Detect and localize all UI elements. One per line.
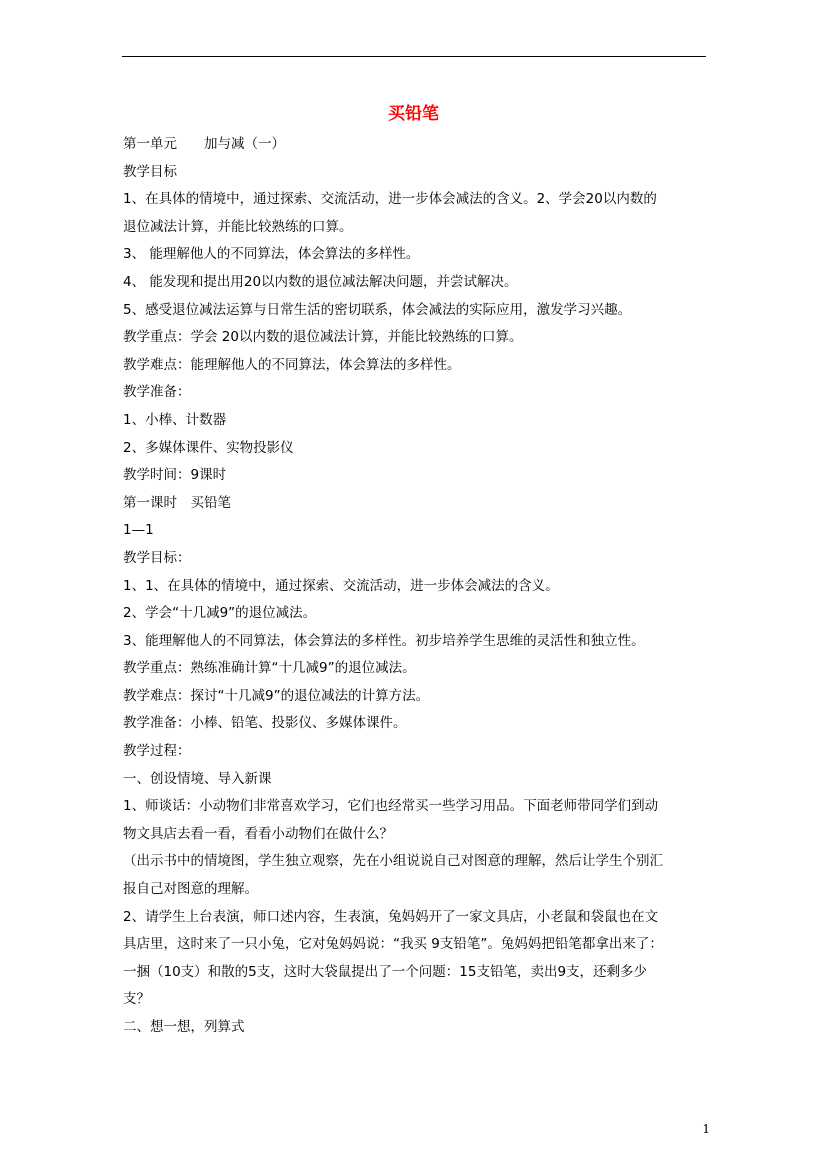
document-title: 买铅笔 xyxy=(388,104,439,124)
text-line: 1—1 xyxy=(123,522,154,539)
text-line: 教学目标 xyxy=(123,163,177,180)
text-line: 教学准备：小棒、铅笔、投影仪、多媒体课件。 xyxy=(123,715,407,732)
text-line: 3、能理解他人的不同算法，体会算法的多样性。初步培养学生思维的灵活性和独立性。 xyxy=(123,632,645,649)
text-line: 5、感受退位减法运算与日常生活的密切联系，体会减法的实际应用，激发学习兴趣。 xyxy=(123,301,632,318)
text-line: 教学重点：学会 20以内数的退位减法计算，并能比较熟练的口算。 xyxy=(123,329,523,346)
page-number: 1 xyxy=(702,1122,710,1136)
text-line: 退位减法计算，并能比较熟练的口算。 xyxy=(123,218,353,235)
text-line: 1、在具体的情境中，通过探索、交流活动，进一步体会减法的含义。2、学会20以内数的 xyxy=(123,191,657,208)
text-line: 物文具店去看一看，看看小动物们在做什么？ xyxy=(123,825,393,842)
text-line: 4、 能发现和提出用20以内数的退位减法解决问题，并尝试解决。 xyxy=(123,273,518,290)
text-line: 一、创设情境、导入新课 xyxy=(123,770,272,787)
text-line: 2、多媒体课件、实物投影仪 xyxy=(123,439,294,456)
text-line: 3、 能理解他人的不同算法，体会算法的多样性。 xyxy=(123,246,420,263)
text-line: 教学难点：探讨“十几减9”的退位减法的计算方法。 xyxy=(123,687,430,704)
text-line: （出示书中的情境图，学生独立观察，先在小组说说自己对图意的理解，然后让学生个别汇 xyxy=(123,853,663,870)
text-line: 第一单元 加与减（一） xyxy=(123,136,285,152)
text-line: 1、1、在具体的情境中，通过探索、交流活动，进一步体会减法的含义。 xyxy=(123,577,559,594)
document-body xyxy=(123,131,709,1042)
text-line: 支？ xyxy=(123,991,150,1008)
text-line: 2、请学生上台表演，师口述内容，生表演，兔妈妈开了一家文具店，小老鼠和袋鼠也在文 xyxy=(123,908,659,925)
text-line: 教学难点：能理解他人的不同算法，体会算法的多样性。 xyxy=(123,356,461,373)
text-line: 1、师谈话：小动物们非常喜欢学习，它们也经常买一些学习用品。下面老师带同学们到动 xyxy=(123,798,659,815)
text-line: 报自己对图意的理解。 xyxy=(123,881,258,898)
text-line: 教学准备： xyxy=(123,384,191,401)
text-line: 第一课时 买铅笔 xyxy=(123,494,231,511)
text-line: 一捆（10支）和散的5支，这时大袋鼠提出了一个问题：15支铅笔，卖出9支，还剩多少 xyxy=(123,963,648,980)
text-line: 具店里，这时来了一只小兔，它对兔妈妈说：“我买 9支铅笔”。兔妈妈把铅笔都拿出来了： xyxy=(123,936,663,953)
text-line: 2、学会“十几减9”的退位减法。 xyxy=(123,605,317,622)
text-line: 教学时间：9课时 xyxy=(123,467,227,484)
text-line: 教学重点：熟练准确计算“十几减9”的退位减法。 xyxy=(123,660,416,677)
text-line: 1、小棒、计数器 xyxy=(123,411,227,428)
header-rule xyxy=(122,56,706,57)
text-line: 二、想一想，列算式 xyxy=(123,1019,245,1035)
text-line: 教学过程： xyxy=(123,743,191,760)
text-line: 教学目标： xyxy=(123,549,191,566)
